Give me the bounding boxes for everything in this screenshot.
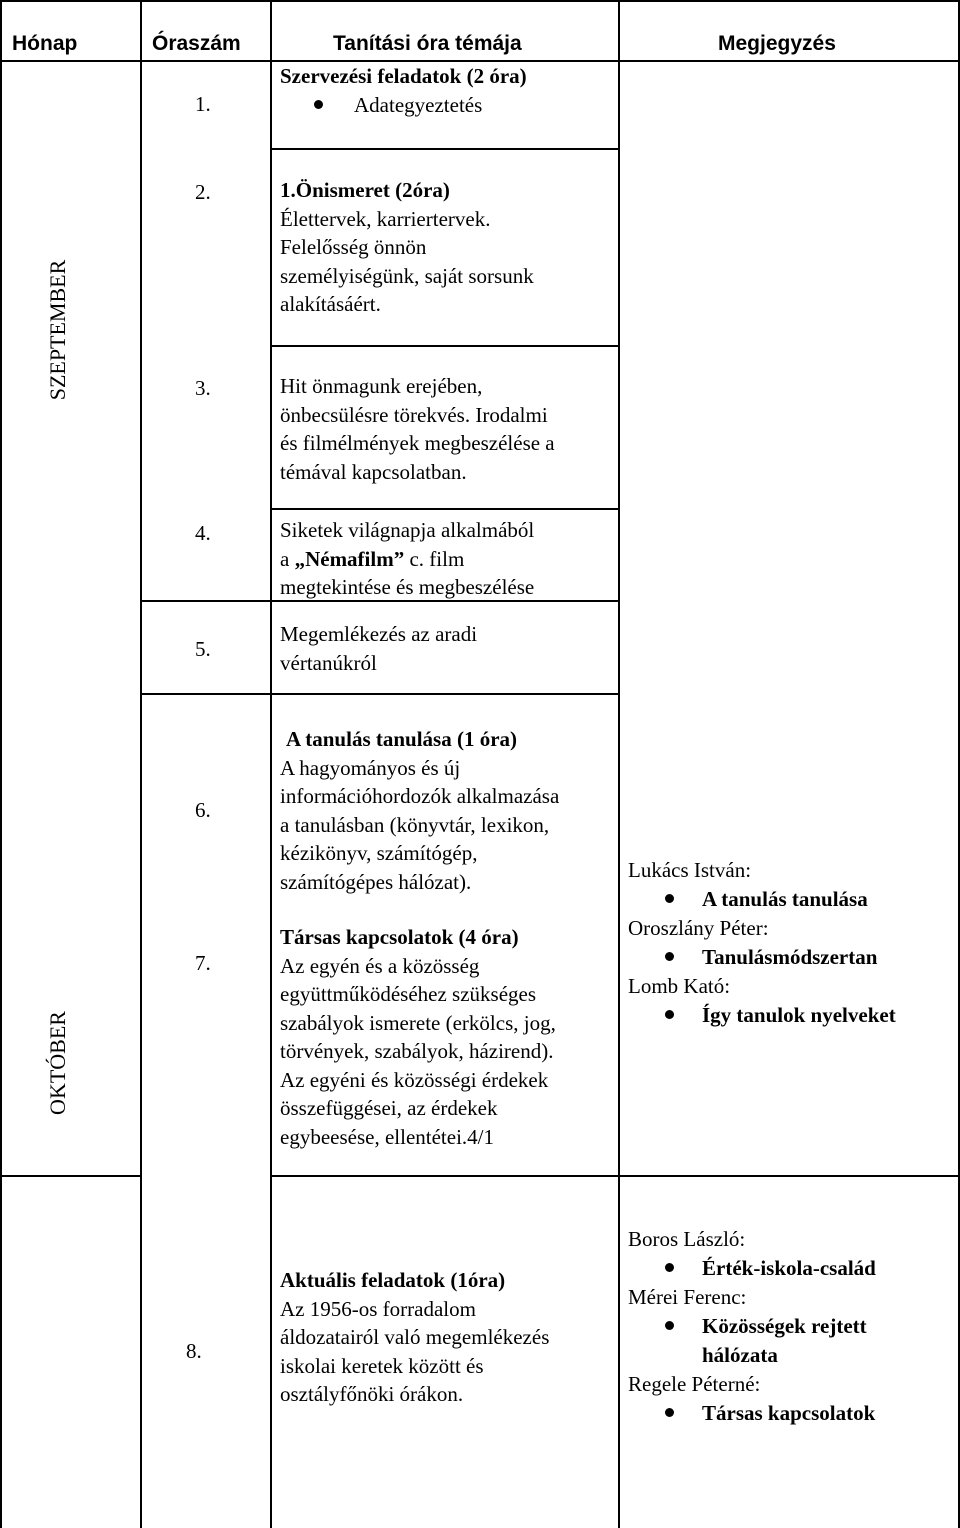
lesson-topic (280, 1266, 549, 1409)
note-author: Boros László: (628, 1227, 746, 1251)
lesson-title: Társas kapcsolatok (4 óra) (280, 925, 519, 949)
table-border-top (0, 0, 960, 2)
lesson-title: Aktuális feladatok (1óra) (280, 1268, 506, 1292)
lesson-number: 5. (195, 637, 211, 661)
text-line: Az egyéni és közösségi érdekek (280, 1067, 549, 1092)
note-book (628, 1312, 876, 1341)
text-line: szabályok ismerete (erkölcs, jog, (280, 1010, 556, 1035)
book-title: Közösségek rejtett (702, 1314, 867, 1338)
lesson-title: Szervezési feladatok (2 óra) (280, 64, 527, 88)
table-border-left (0, 0, 2, 1528)
text-line: együttműködéséhez szükséges (280, 982, 537, 1006)
note-author: Oroszlány Péter: (628, 916, 769, 940)
book-title: Társas kapcsolatok (702, 1401, 876, 1425)
text-line: Az 1956-os forradalom (280, 1296, 476, 1321)
text-line: vértanúkról (280, 650, 377, 675)
row-divider (270, 508, 618, 510)
lesson-topic (280, 516, 534, 602)
text-line: A hagyományos és új (280, 755, 461, 780)
bullet-text: Adategyeztetés (354, 92, 483, 117)
lesson-topic (280, 176, 534, 319)
text-line: Siketek világnapja alkalmából (280, 518, 535, 542)
bullet-dot-icon (665, 1263, 674, 1272)
text-line: számítógépes hálózat). (280, 869, 472, 894)
text-fragment: a (280, 546, 295, 571)
text-line: személyiségünk, saját sorsunk (280, 263, 534, 288)
header-topic: Tanítási óra témája (333, 32, 522, 55)
lesson-topic (280, 62, 527, 119)
note-book (628, 885, 896, 914)
text-line: egybeesése, ellentétei.4/1 (280, 1124, 494, 1149)
bullet-dot-icon (665, 1010, 674, 1019)
note-book (628, 1254, 876, 1283)
text-fragment: c. film (404, 546, 465, 571)
note-book (628, 1399, 876, 1428)
book-title: Érték-iskola-család (702, 1256, 876, 1280)
text-line: kézikönyv, számítógép, (280, 841, 478, 865)
lesson-title: 1.Önismeret (2óra) (280, 178, 450, 202)
row-divider (270, 1175, 618, 1177)
text-line: osztályfőnöki órákon. (280, 1382, 464, 1406)
note-author: Regele Péterné: (628, 1372, 761, 1396)
text-line: és filmélmények megbeszélése a (280, 431, 555, 455)
text-line: összefüggései, az érdekek (280, 1096, 498, 1120)
text-line (280, 545, 534, 574)
bullet-dot-icon (314, 100, 323, 109)
text-line: Felelősség önnön (280, 235, 427, 259)
column-divider (270, 0, 272, 1528)
text-line: Az egyén és a közösség (280, 953, 480, 978)
lesson-number: 6. (195, 798, 211, 822)
text-line: Élettervek, karriertervek. (280, 206, 491, 231)
lesson-topic (280, 923, 556, 1151)
text-line: megtekintése és megbeszélése (280, 575, 535, 599)
bullet-dot-icon (665, 894, 674, 903)
text-line: alakításáért. (280, 292, 381, 316)
note-author: Lomb Kató: (628, 974, 731, 998)
lesson-number: 1. (195, 92, 211, 116)
topic-bullet (280, 91, 527, 120)
column-divider (140, 0, 142, 1528)
reading-list (628, 1225, 876, 1428)
text-line: áldozatairól való megemlékezés (280, 1325, 550, 1349)
row-divider (618, 1175, 960, 1177)
month-divider (0, 1175, 140, 1177)
note-book (628, 943, 896, 972)
row-divider (270, 345, 618, 347)
note-book-continued: hálózata (702, 1343, 778, 1367)
text-line: a tanulásban (könyvtár, lexikon, (280, 812, 550, 837)
lesson-topic (280, 372, 555, 486)
text-line: iskolai keretek között és (280, 1353, 484, 1378)
reading-list (628, 856, 896, 1030)
lesson-topic (280, 620, 477, 677)
book-title: Tanulásmódszertan (702, 945, 878, 969)
bullet-dot-icon (665, 1321, 674, 1330)
text-line: törvények, szabályok, házirend). (280, 1039, 554, 1063)
film-title: „Némafilm” (294, 546, 405, 571)
text-line: Megemlékezés az aradi (280, 622, 478, 646)
row-divider (270, 148, 618, 150)
bullet-dot-icon (665, 1408, 674, 1417)
note-author: Lukács István: (628, 858, 752, 882)
lesson-number: 3. (195, 376, 211, 400)
text-line: önbecsülésre törekvés. Irodalmi (280, 402, 548, 427)
month-divider (140, 693, 618, 695)
note-author: Mérei Ferenc: (628, 1285, 747, 1309)
book-title: A tanulás tanulása (702, 887, 868, 911)
text-line: Hit önmagunk erejében, (280, 374, 483, 398)
book-title: Így tanulok nyelveket (702, 1003, 896, 1027)
note-book (628, 1001, 896, 1030)
text-line: információhordozók alkalmazása (280, 784, 560, 808)
month-october: OKTÓBER (45, 1011, 70, 1115)
lesson-number: 4. (195, 521, 211, 545)
lesson-number: 7. (195, 951, 211, 975)
header-notes: Megjegyzés (718, 32, 836, 55)
lesson-topic (280, 725, 559, 896)
text-line: témával kapcsolatban. (280, 459, 467, 484)
header-hours: Óraszám (152, 32, 241, 55)
lesson-title: A tanulás tanulása (1 óra) (286, 727, 518, 751)
lesson-number: 2. (195, 180, 211, 204)
column-divider (618, 0, 620, 1528)
header-month: Hónap (12, 32, 78, 55)
lesson-number: 8. (186, 1339, 202, 1363)
bullet-dot-icon (665, 952, 674, 961)
month-september: SZEPTEMBER (45, 259, 70, 401)
